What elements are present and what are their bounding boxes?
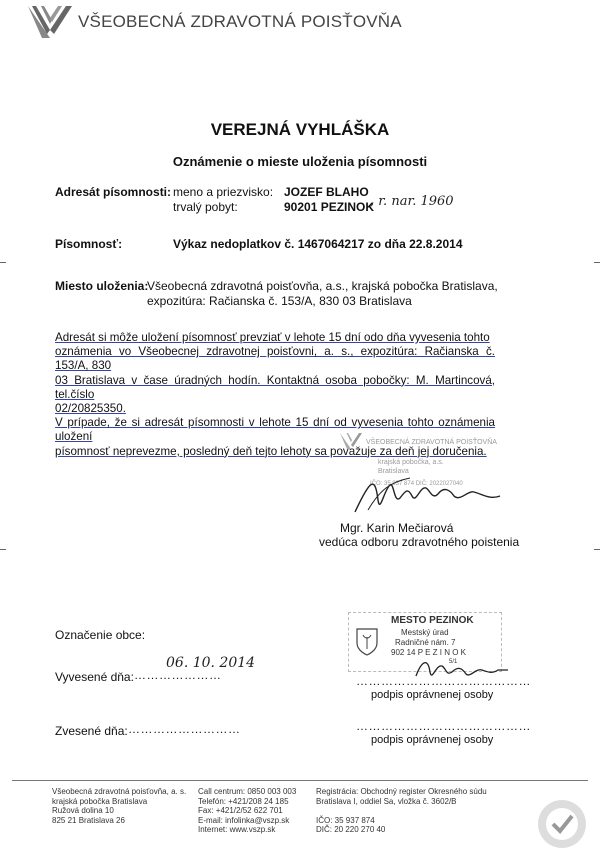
notice-line: Adresát si môže uložení písomnosť prevziať v lehote 15 dní odo dňa vyvesenia tohto — [55, 331, 490, 344]
fold-mark — [594, 262, 600, 263]
storage-line-2: expozitúra: Račianska č. 153/A, 830 03 Bratislava — [147, 294, 412, 308]
storage-line-1: Všeobecná zdravotná poisťovňa, a.s., krajská pobočka Bratislava, — [147, 279, 498, 293]
signature-caption-1: podpis oprávnenej osoby — [371, 689, 494, 701]
town-crest-icon — [355, 627, 379, 657]
fold-mark — [594, 549, 600, 550]
address-value: 90201 PEZINOK — [284, 200, 375, 214]
notice-line: 02/20825350. — [55, 402, 126, 416]
document-value: Výkaz nedoplatkov č. 1467064217 zo dňa 22.8.2014 — [173, 237, 463, 251]
signature-caption-2: podpis oprávnenej osoby — [371, 734, 494, 746]
fold-mark — [0, 262, 6, 263]
name-value: JOZEF BLAHO — [284, 185, 369, 199]
document-label: Písomnosť: — [55, 237, 123, 251]
vzp-logo — [28, 4, 72, 40]
brand-name: VŠEOBECNÁ ZDRAVOTNÁ POISŤOVŇA — [78, 12, 402, 31]
town-stamp: MESTO PEZINOK Mestský úrad Radničné nám. 7 902 14 P E Z I N O K 5/1 — [348, 612, 502, 672]
notice-line: písomnosť neprevezme, posledný deň tejto lehoty sa považuje za deň jej doručenia. — [55, 444, 487, 458]
quality-seal-icon — [534, 796, 590, 850]
signature-dots-2: …………………………………… — [356, 719, 531, 733]
address-label: trvalý pobyt: — [173, 200, 238, 214]
removed-label: Zvesené dňa: — [55, 724, 128, 738]
notice-line: oznámenia vo Všeobecnej zdravotnej poisťovni, a. s., expozitúra: Račianska č. 153/A, 830 — [55, 345, 495, 373]
vzp-logo-icon — [28, 4, 72, 40]
name-label: meno a priezvisko: — [173, 185, 274, 199]
vzp-stamp: VŠEOBECNÁ ZDRAVOTNÁ POISŤOVŇA krajská pobočka, a.s. Bratislava IČO: 35 937 874 DIČ: 2022027040 — [338, 432, 488, 494]
designation-label: Označenie obce: — [55, 628, 146, 642]
posted-date-handwritten: 06. 10. 2014 — [166, 655, 256, 671]
fold-mark — [0, 549, 6, 550]
signature-dots-1: …………………………………… — [356, 674, 531, 688]
posted-dots: ………………… — [134, 668, 222, 682]
storage-label: Miesto uloženia: — [55, 279, 149, 293]
handwritten-birth-note: , r. nar. 1960 — [370, 194, 454, 209]
signatory-position: vedúca odboru zdravotného poistenia — [319, 535, 520, 549]
removed-dots: ……………………… — [128, 722, 241, 736]
page-title: VEREJNÁ VYHLÁŠKA — [210, 120, 390, 139]
signatory-name: Mgr. Karin Mečiarová — [340, 521, 454, 535]
vzp-stamp-logo-icon — [338, 432, 364, 450]
footer-contacts: Call centrum: 0850 003 003 Telefón: +421/208 24 185 Fax: +421/2/52 622 701 E-mail: infolinka@vszp.sk Internet: www.vszp.sk — [198, 787, 297, 835]
notice-line: 03 Bratislava v čase úradných hodín. Kontaktná osoba pobočky: M. Martincová, tel.číslo — [55, 373, 495, 401]
notice-line: V prípade, že si adresát písomnosti v lehote 15 dní od vyvesenia tohto oznámenia uložení — [55, 416, 495, 444]
posted-label: Vyvesené dňa: — [55, 670, 134, 684]
signature-scribble-icon — [350, 470, 510, 520]
footer-divider — [12, 780, 588, 781]
footer-address: Všeobecná zdravotná poisťovňa, a. s. krajská pobočka Bratislava Ružová dolina 10 825 21 Bratislava 26 — [52, 787, 187, 825]
footer-registration: Registrácia: Obchodný register Okresného súdu Bratislava I, oddiel Sa, vložka č. 3602/B IČO: 35 937 874 DIČ: 20 220 270 40 — [316, 787, 487, 835]
page-subtitle: Oznámenie o mieste uloženia písomnosti — [172, 154, 428, 169]
addressee-label: Adresát písomnosti: — [55, 185, 172, 199]
